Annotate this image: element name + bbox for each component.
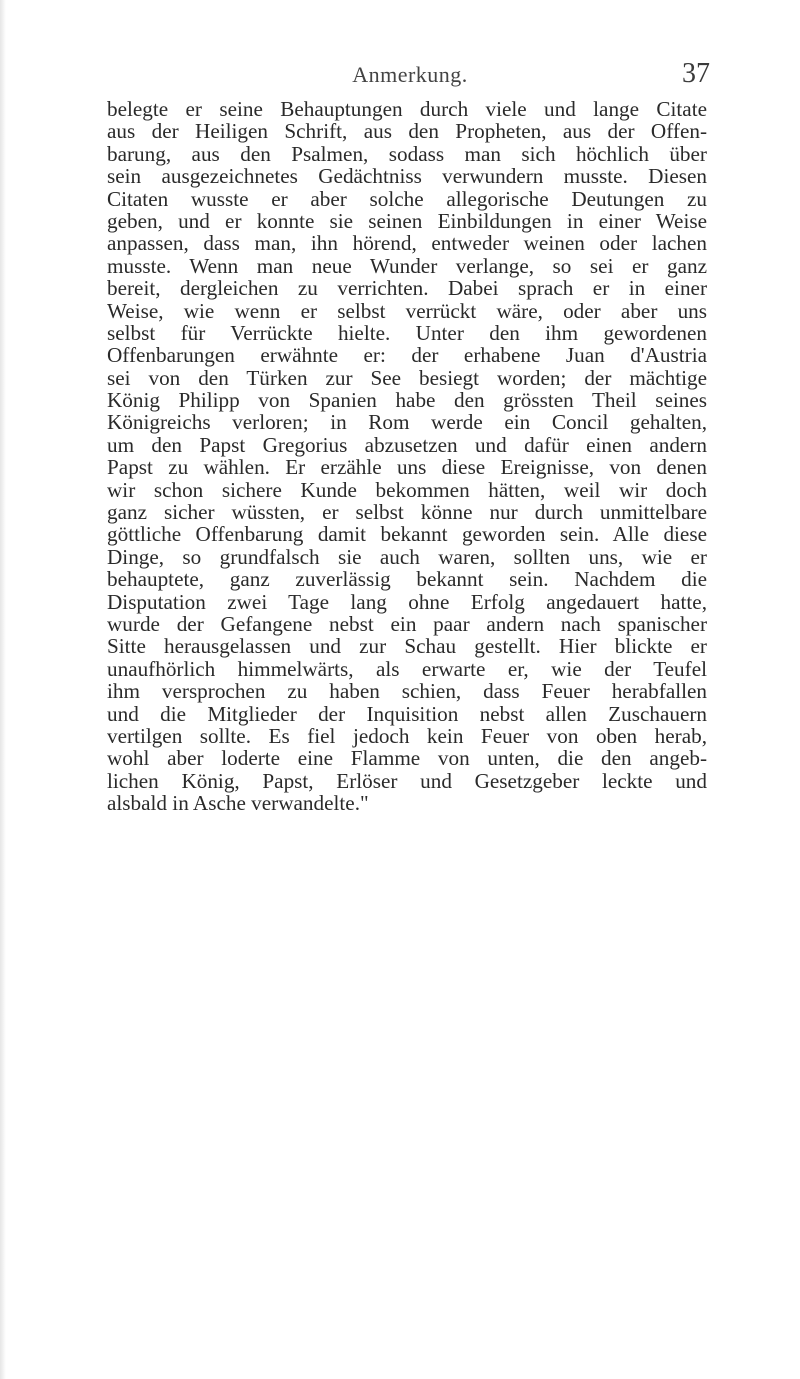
text-line: Citaten wusste er aber solche allegorische Deutungen zu xyxy=(107,186,707,211)
text-line: Papst zu wählen. Er erzähle uns diese Ereignisse, von denen xyxy=(107,455,707,480)
page-number: 37 xyxy=(682,58,710,89)
text-line: lichen König, Papst, Erlöser und Gesetzgeber leckte und xyxy=(107,768,707,793)
text-line: göttliche Offenbarung damit bekannt geworden sein. Alle diese xyxy=(107,522,707,547)
text-line: Königreichs verloren; in Rom werde ein Concil gehalten, xyxy=(107,410,707,435)
body-paragraph xyxy=(107,98,707,815)
text-line: Sitte herausgelassen und zur Schau gestellt. Hier blickte er xyxy=(107,634,707,659)
text-line: um den Papst Gregorius abzusetzen und dafür einen andern xyxy=(107,432,707,457)
text-line: Dinge, so grundfalsch sie auch waren, sollten uns, wie er xyxy=(107,544,707,569)
text-line: sei von den Türken zur See besiegt worden; der mächtige xyxy=(107,365,707,390)
text-line: ihm versprochen zu haben schien, dass Feuer herabfallen xyxy=(107,679,707,704)
text-line: und die Mitglieder der Inquisition nebst allen Zuschauern xyxy=(107,701,707,726)
text-line: aus der Heiligen Schrift, aus den Propheten, aus der Offen- xyxy=(107,119,707,144)
text-line: König Philipp von Spanien habe den grössten Theil seines xyxy=(107,388,707,413)
text-line: barung, aus den Psalmen, sodass man sich höchlich über xyxy=(107,141,707,166)
text-line: wurde der Gefangene nebst ein paar andern nach spanischer xyxy=(107,611,707,636)
text-line: behauptete, ganz zuverlässig bekannt sein. Nachdem die xyxy=(107,567,707,592)
text-line: Offenbarungen erwähnte er: der erhabene Juan d'Austria xyxy=(107,343,707,368)
text-line: wir schon sichere Kunde bekommen hätten, weil wir doch xyxy=(107,477,707,502)
text-line: geben, und er konnte sie seinen Einbildungen in einer Weise xyxy=(107,208,707,233)
text-line: Weise, wie wenn er selbst verrückt wäre, oder aber uns xyxy=(107,298,707,323)
page-header xyxy=(110,58,710,92)
text-line: Disputation zwei Tage lang ohne Erfolg angedauert hatte, xyxy=(107,589,707,614)
text-line: sein ausgezeichnetes Gedächtniss verwundern musste. Diesen xyxy=(107,164,707,189)
text-line: bereit, dergleichen zu verrichten. Dabei sprach er in einer xyxy=(107,276,707,301)
text-line: musste. Wenn man neue Wunder verlange, so sei er ganz xyxy=(107,253,707,278)
text-line: ganz sicher wüssten, er selbst könne nur durch unmittelbare xyxy=(107,500,707,525)
text-line: selbst für Verrückte hielte. Unter den ihm gewordenen xyxy=(107,320,707,345)
page-edge-shadow xyxy=(0,0,6,1379)
text-line: belegte er seine Behauptungen durch viele und lange Citate xyxy=(107,97,707,121)
running-head: Anmerkung. xyxy=(352,62,468,87)
text-line: alsbald in Asche verwandelte." xyxy=(107,791,369,816)
text-line: vertilgen sollte. Es fiel jedoch kein Feuer von oben herab, xyxy=(107,723,707,748)
text-line: unaufhörlich himmelwärts, als erwarte er, wie der Teufel xyxy=(107,656,707,681)
text-line: anpassen, dass man, ihn hörend, entweder weinen oder lachen xyxy=(107,231,707,256)
text-line: wohl aber loderte eine Flamme von unten, die den angeb- xyxy=(107,746,707,771)
